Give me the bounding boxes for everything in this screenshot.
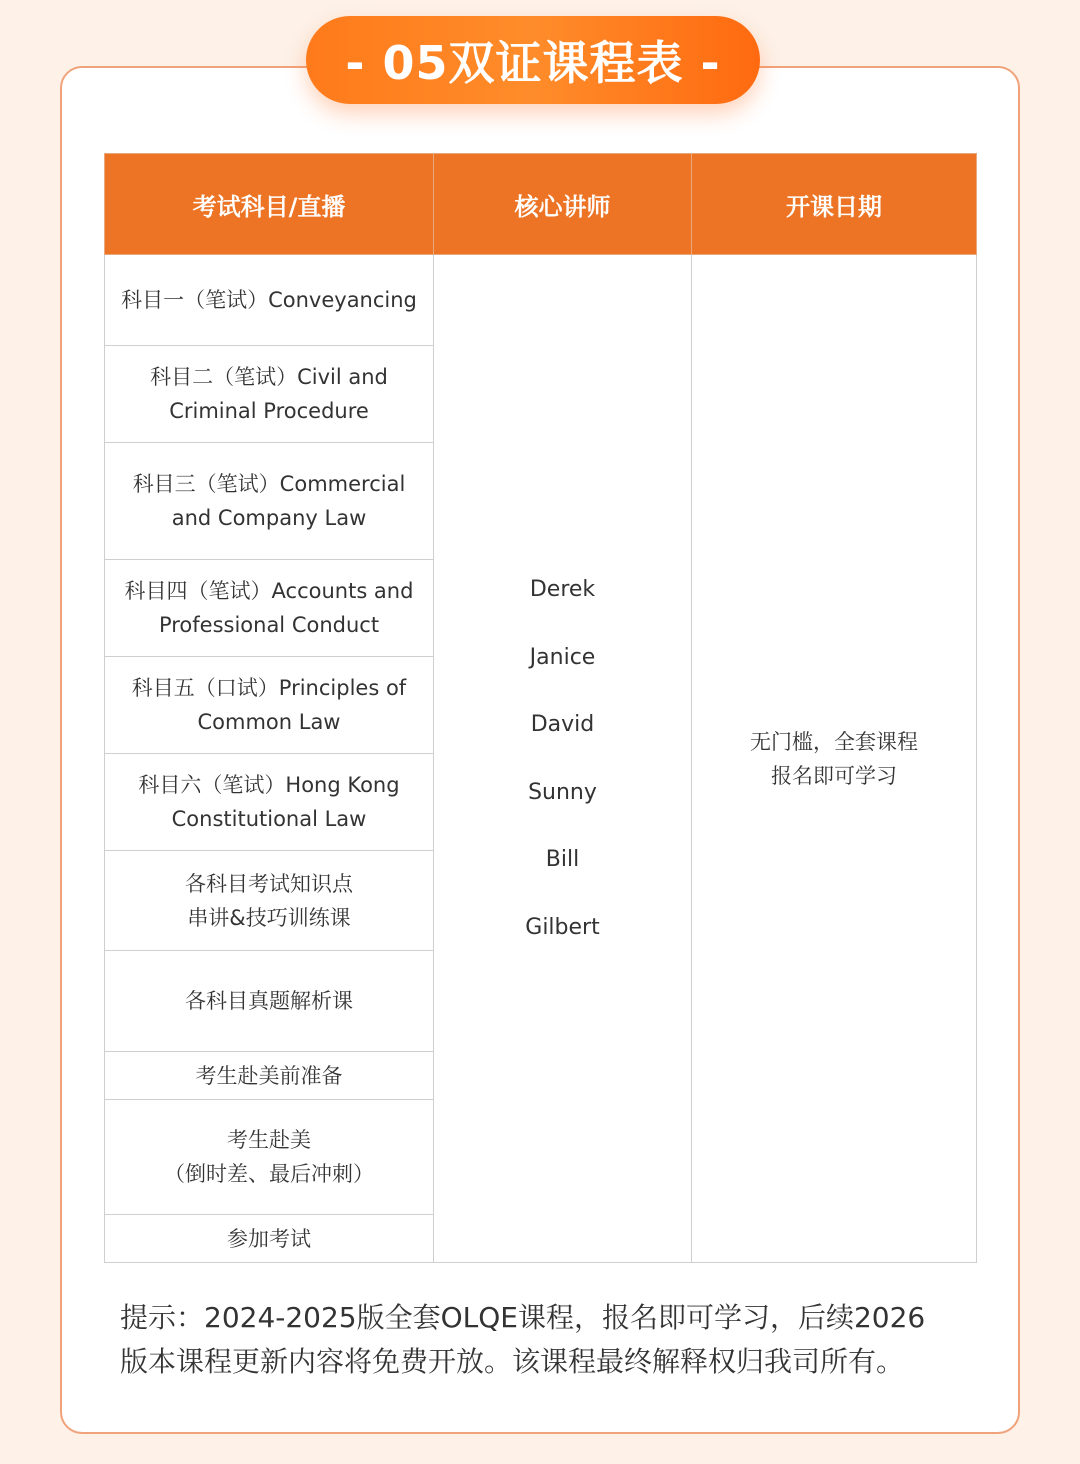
- subject-line: 科目一（笔试）Conveyancing: [121, 288, 417, 312]
- subject-line: and Company Law: [171, 506, 367, 530]
- start-date-line: 报名即可学习: [771, 763, 897, 788]
- subject-cell: [105, 346, 434, 443]
- teacher-name: David: [530, 712, 595, 737]
- subject-line: Professional Conduct: [158, 613, 380, 637]
- subject-cell: [105, 560, 434, 657]
- header-teacher: 核心讲师: [434, 154, 692, 255]
- teacher-cell: [434, 255, 692, 1263]
- subject-line: 科目六（笔试）Hong Kong: [138, 773, 400, 797]
- subject-line: Constitutional Law: [171, 807, 367, 831]
- subject-cell: [105, 1100, 434, 1215]
- subject-line: 科目三（笔试）Commercial: [132, 472, 406, 496]
- note-line: 提示：2024-2025版全套OLQE课程，报名即可学习，后续2026: [120, 1301, 926, 1334]
- header-start-date: 开课日期: [692, 154, 977, 255]
- teacher-name: Bill: [545, 847, 580, 872]
- subject-line: Common Law: [197, 710, 341, 734]
- start-date-line: 无门槛，全套课程: [750, 729, 918, 754]
- table-header-row: [105, 154, 977, 255]
- teacher-name: Janice: [529, 644, 596, 670]
- teacher-name: Gilbert: [525, 914, 600, 940]
- subject-line: 考生赴美: [227, 1128, 311, 1152]
- subject-line: 科目二（笔试）Civil and: [150, 365, 388, 389]
- header-subject: 考试科目/直播: [105, 154, 434, 255]
- course-schedule-table: [104, 153, 977, 1263]
- start-date-cell: [692, 255, 977, 1263]
- subject-line: 参加考试: [227, 1226, 311, 1251]
- subject-line: 科目五（口试）Principles of: [131, 676, 407, 700]
- subject-line: Criminal Procedure: [169, 399, 369, 423]
- teacher-name: Derek: [529, 577, 596, 602]
- table-row: [105, 255, 977, 346]
- subject-cell: [105, 754, 434, 851]
- note-text: [120, 1296, 970, 1384]
- subject-cell: [105, 851, 434, 951]
- teacher-name: Sunny: [528, 779, 597, 805]
- subject-line: 科目四（笔试）Accounts and: [124, 579, 414, 603]
- subject-cell: [105, 443, 434, 560]
- subject-line: （倒时差、最后冲刺）: [164, 1162, 374, 1186]
- subject-cell: [105, 1052, 434, 1100]
- subject-line: 各科目真题解析课: [185, 989, 353, 1013]
- subject-cell: [105, 657, 434, 754]
- subject-cell: [105, 1215, 434, 1263]
- subject-line: 各科目考试知识点: [185, 871, 353, 896]
- subject-line: 串讲&技巧训练课: [187, 905, 351, 930]
- subject-cell: [105, 951, 434, 1052]
- subject-line: 考生赴美前准备: [195, 1063, 343, 1088]
- note-line: 版本课程更新内容将免费开放。该课程最终解释权归我司所有。: [120, 1345, 905, 1378]
- page-title: - 05双证课程表 -: [306, 16, 760, 104]
- subject-cell: [105, 255, 434, 346]
